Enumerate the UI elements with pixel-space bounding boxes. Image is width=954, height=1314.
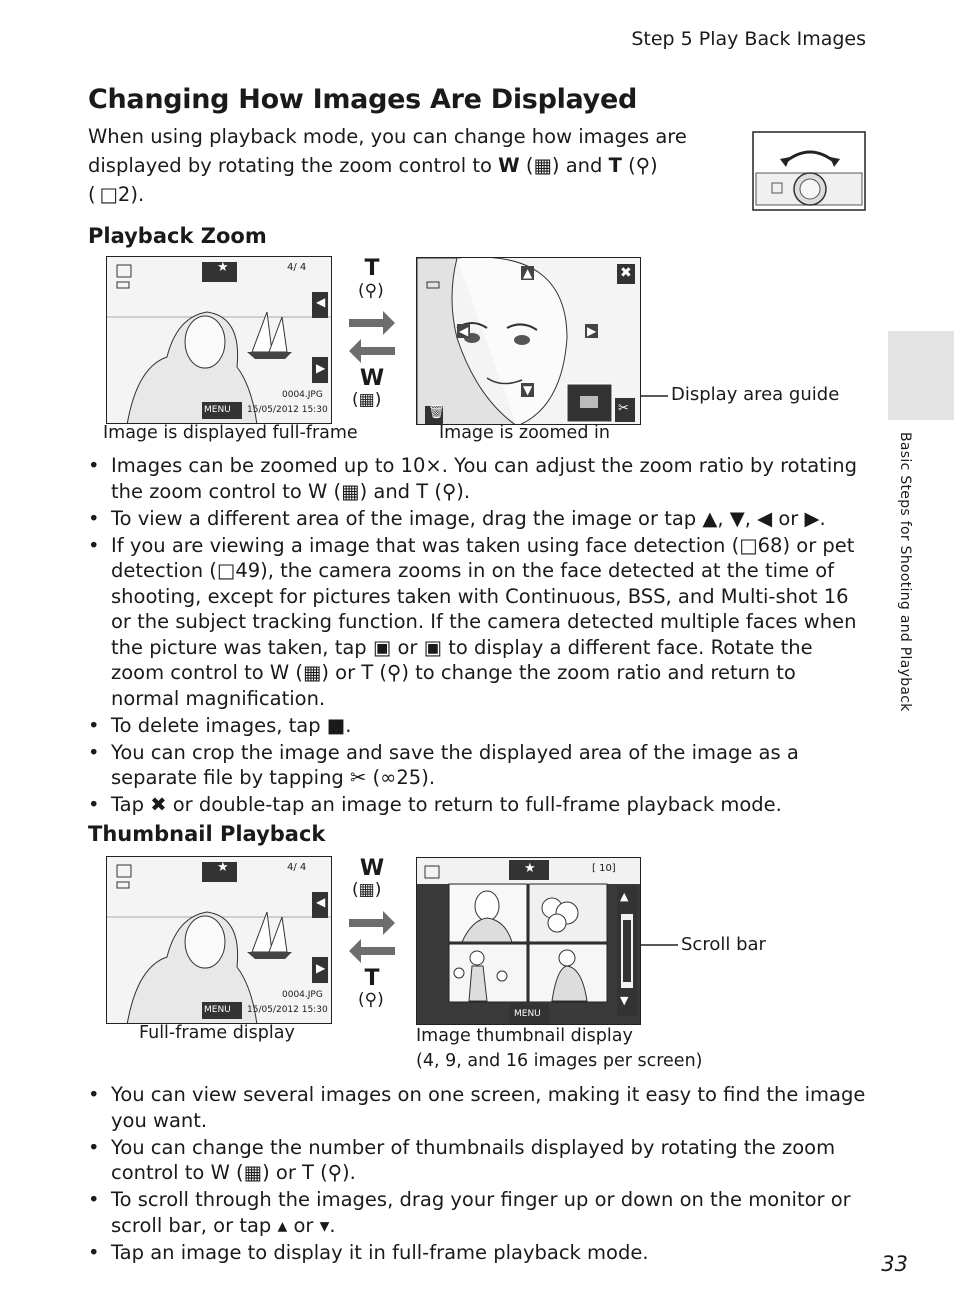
caption-thumb-line2: (4, 9, and 16 images per screen) [416, 1051, 703, 1071]
image-count: [ 10] [592, 863, 616, 874]
side-tab-label: Basic Steps for Shooting and Playback [897, 432, 913, 712]
right-arrow-icon[interactable]: ▶ [587, 324, 597, 338]
bullet-item: • You can crop the image and save the displayed area of the image as a separate file by tapping ✂ (∞25). [88, 740, 868, 791]
trash-icon[interactable]: 🗑 [428, 405, 445, 420]
file-name: 0004.JPG [282, 990, 323, 1000]
close-icon[interactable]: ✖ [620, 265, 632, 281]
w-symbol: W [498, 154, 520, 177]
bullet-item: • Images can be zoomed up to 10×. You can adjust the zoom ratio by rotating the zoom control to W (▦) and T (⚲). [88, 453, 868, 504]
menu-button[interactable]: MENU [204, 1005, 231, 1015]
guide-leader-line [640, 392, 670, 402]
page-number: 33 [881, 1252, 908, 1276]
zoomed-screen [416, 257, 641, 425]
playback-zoom-heading: Playback Zoom [88, 224, 267, 248]
frame-counter: 4/ 4 [287, 262, 307, 273]
scroll-up-icon[interactable]: ▲ [620, 890, 629, 903]
bullet-item: • Tap ✖ or double-tap an image to return to full-frame playback mode. [88, 792, 868, 818]
right-arrow-icon[interactable]: ▶ [316, 961, 326, 975]
left-arrow-icon[interactable]: ◀ [459, 324, 469, 338]
thumbnail-icon: (▦) [352, 390, 382, 410]
caption-full-frame: Image is displayed full-frame [103, 423, 358, 443]
bullet-item: • If you are viewing a image that was taken using face detection (□68) or pet detection (□49), the camera zooms in on the face detected at the time of shooting, except for pictures taken with Continuous, BSS, and Multi-shot 16 or the subject tracking function. If the camera detected multiple faces when the picture was taken, tap ▣ or ▣ to display a different face. Rotate the zoom control to W (▦) or T (⚲) to change the zoom ratio and return to normal magnification. [88, 533, 868, 712]
intro-ref: ( □2). [88, 183, 145, 206]
left-arrow-icon[interactable]: ◀ [316, 295, 326, 309]
zoom-arrows [347, 310, 397, 364]
display-area-guide-label: Display area guide [671, 384, 840, 405]
zoom-arrows-2 [347, 910, 397, 964]
down-arrow-icon[interactable]: ▼ [523, 383, 533, 397]
menu-button[interactable]: MENU [514, 1009, 541, 1019]
caption-thumb-line1: Image thumbnail display [416, 1026, 633, 1046]
t-label: T [364, 256, 380, 281]
caption-zoomed: Image is zoomed in [439, 423, 610, 443]
thumbnail-playback-heading: Thumbnail Playback [88, 822, 326, 846]
favorite-icon: ★ [217, 860, 229, 875]
bullet-item: • To delete images, tap ■. [88, 713, 868, 739]
date-time: 15/05/2012 15:30 [247, 405, 328, 415]
scroll-bar-label: Scroll bar [681, 934, 766, 955]
favorite-icon: ★ [524, 861, 536, 876]
file-name: 0004.JPG [282, 390, 323, 400]
date-time: 15/05/2012 15:30 [247, 1005, 328, 1015]
bullet-item: • To view a different area of the image, drag the image or tap ▲, ▼, ◀ or ▶. [88, 506, 868, 532]
thumbnail-bullets [88, 1082, 868, 1267]
left-arrow-icon[interactable]: ◀ [316, 895, 326, 909]
crop-icon[interactable]: ✂ [618, 401, 629, 416]
up-arrow-icon[interactable]: ▲ [523, 266, 533, 280]
page-title: Changing How Images Are Displayed [88, 84, 637, 115]
full-frame-screen [106, 256, 332, 424]
bullet-item: • You can change the number of thumbnails displayed by rotating the zoom control to W (▦) or T (⚲). [88, 1135, 868, 1186]
thumbnail-screen [416, 857, 641, 1025]
t-symbol: T [608, 154, 622, 177]
caption-thumbnail-display [416, 1024, 703, 1074]
bullet-item: • Tap an image to display it in full-frame playback mode. [88, 1240, 868, 1266]
playback-zoom-bullets [88, 453, 868, 819]
menu-button[interactable]: MENU [204, 405, 231, 415]
scroll-down-icon[interactable]: ▼ [620, 994, 629, 1007]
w-label: W [359, 856, 385, 881]
intro-line1: When using playback mode, you can change how images are [88, 125, 687, 148]
intro-line2: displayed by rotating the zoom control to [88, 154, 492, 177]
intro-and: and [565, 154, 603, 177]
favorite-icon: ★ [217, 260, 229, 275]
w-label: W [359, 366, 385, 391]
section-header: Step 5 Play Back Images [631, 28, 866, 50]
bullet-item: • To scroll through the images, drag your finger up or down on the monitor or scroll bar, or tap ▴ or ▾. [88, 1187, 868, 1238]
caption-full-frame-display: Full-frame display [139, 1023, 295, 1043]
thumbnail-icon: (▦) [352, 880, 382, 900]
intro-paragraph: When using playback mode, you can change how images are displayed by rotating the zoom control to W (▦) and T (⚲) ( □2). [88, 125, 687, 206]
full-frame-screen-2 [106, 856, 332, 1024]
side-tab [888, 331, 954, 420]
bullet-item: • You can view several images on one screen, making it easy to find the image you want. [88, 1082, 868, 1133]
scroll-leader-line [640, 941, 680, 951]
magnifier-icon: (⚲) [358, 281, 384, 301]
camera-zoom-illustration [752, 131, 866, 211]
t-label: T [364, 966, 380, 991]
magnifier-icon: (⚲) [358, 990, 384, 1010]
magnifier-icon: ⚲ [635, 154, 650, 177]
right-arrow-icon[interactable]: ▶ [316, 361, 326, 375]
frame-counter: 4/ 4 [287, 862, 307, 873]
thumbnail-icon: ▦ [533, 154, 552, 177]
